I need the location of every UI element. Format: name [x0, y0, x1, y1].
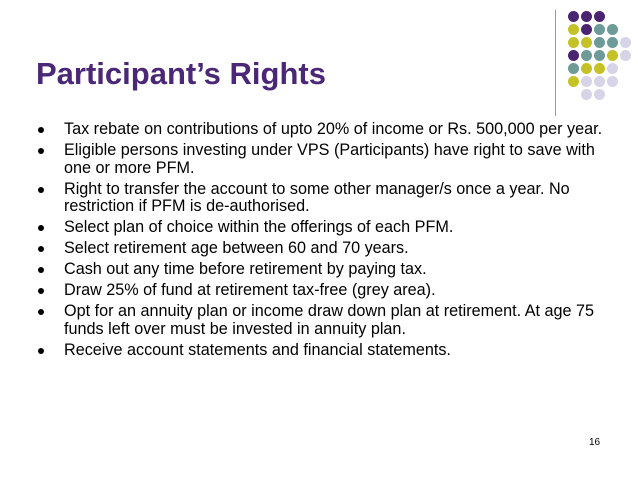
bullet-item: [38, 261, 608, 279]
decorative-dot: [594, 37, 605, 48]
bullet-dot-icon: [38, 246, 44, 252]
decorative-dot: [607, 76, 618, 87]
decorative-dot: [607, 50, 618, 61]
decorative-dot: [607, 63, 618, 74]
decorative-divider: [555, 10, 556, 116]
bullet-dot-icon: [38, 288, 44, 294]
page-number: 16: [589, 437, 601, 448]
bullet-text: Select plan of choice within the offerings of each PFM.: [64, 218, 454, 236]
decorative-dot: [581, 76, 592, 87]
bullet-dot-icon: [38, 148, 44, 154]
decorative-dot: [607, 37, 618, 48]
decorative-dot: [568, 76, 579, 87]
bullet-dot-icon: [38, 187, 44, 193]
decorative-dot: [594, 76, 605, 87]
bullet-item: [38, 240, 608, 258]
decorative-dot: [581, 11, 592, 22]
bullet-item: [38, 219, 608, 237]
decorative-dot: [620, 50, 631, 61]
decorative-dot: [568, 11, 579, 22]
bullet-text: Tax rebate on contributions of upto 20% of income or Rs. 500,000 per year.: [64, 120, 603, 138]
bullet-item: [38, 181, 608, 216]
bullet-list: [38, 121, 608, 363]
bullet-text: Cash out any time before retirement by paying tax.: [64, 260, 427, 278]
decorative-dot: [581, 24, 592, 35]
bullet-dot-icon: [38, 225, 44, 231]
bullet-text: Draw 25% of fund at retirement tax-free (grey area).: [64, 281, 436, 299]
decorative-dot: [594, 11, 605, 22]
bullet-dot-icon: [38, 348, 44, 354]
decorative-dot: [607, 24, 618, 35]
bullet-item: [38, 342, 608, 360]
decorative-dot: [594, 63, 605, 74]
decorative-dot: [594, 89, 605, 100]
decorative-dot: [581, 89, 592, 100]
decorative-dot: [568, 63, 579, 74]
decorative-dot: [568, 24, 579, 35]
bullet-text: Select retirement age between 60 and 70 years.: [64, 239, 409, 257]
decorative-dot: [568, 37, 579, 48]
slide-title: Participant’s Rights: [36, 56, 326, 91]
decorative-dot: [581, 50, 592, 61]
bullet-text: Receive account statements and financial statements.: [64, 340, 451, 359]
bullet-item: [38, 303, 608, 338]
bullet-item: [38, 282, 608, 300]
decorative-dot: [594, 50, 605, 61]
decorative-dot: [568, 50, 579, 61]
bullet-text: Right to transfer the account to some other manager/s once a year. No restriction if PFM is de-authorised.: [64, 179, 570, 215]
bullet-dot-icon: [38, 267, 44, 273]
bullet-text: Eligible persons investing under VPS (Participants) have right to save with one or more PFM.: [64, 141, 595, 177]
bullet-dot-icon: [38, 127, 44, 133]
bullet-item: [38, 121, 608, 139]
bullet-item: [38, 142, 608, 177]
decorative-dot: [581, 37, 592, 48]
bullet-dot-icon: [38, 309, 44, 315]
decorative-dot: [581, 63, 592, 74]
bullet-text: Opt for an annuity plan or income draw down plan at retirement. At age 75 funds left over must be invested in annuity plan.: [64, 302, 594, 338]
decorative-dot: [620, 37, 631, 48]
decorative-dot-grid: [566, 9, 636, 109]
decorative-dot: [594, 24, 605, 35]
